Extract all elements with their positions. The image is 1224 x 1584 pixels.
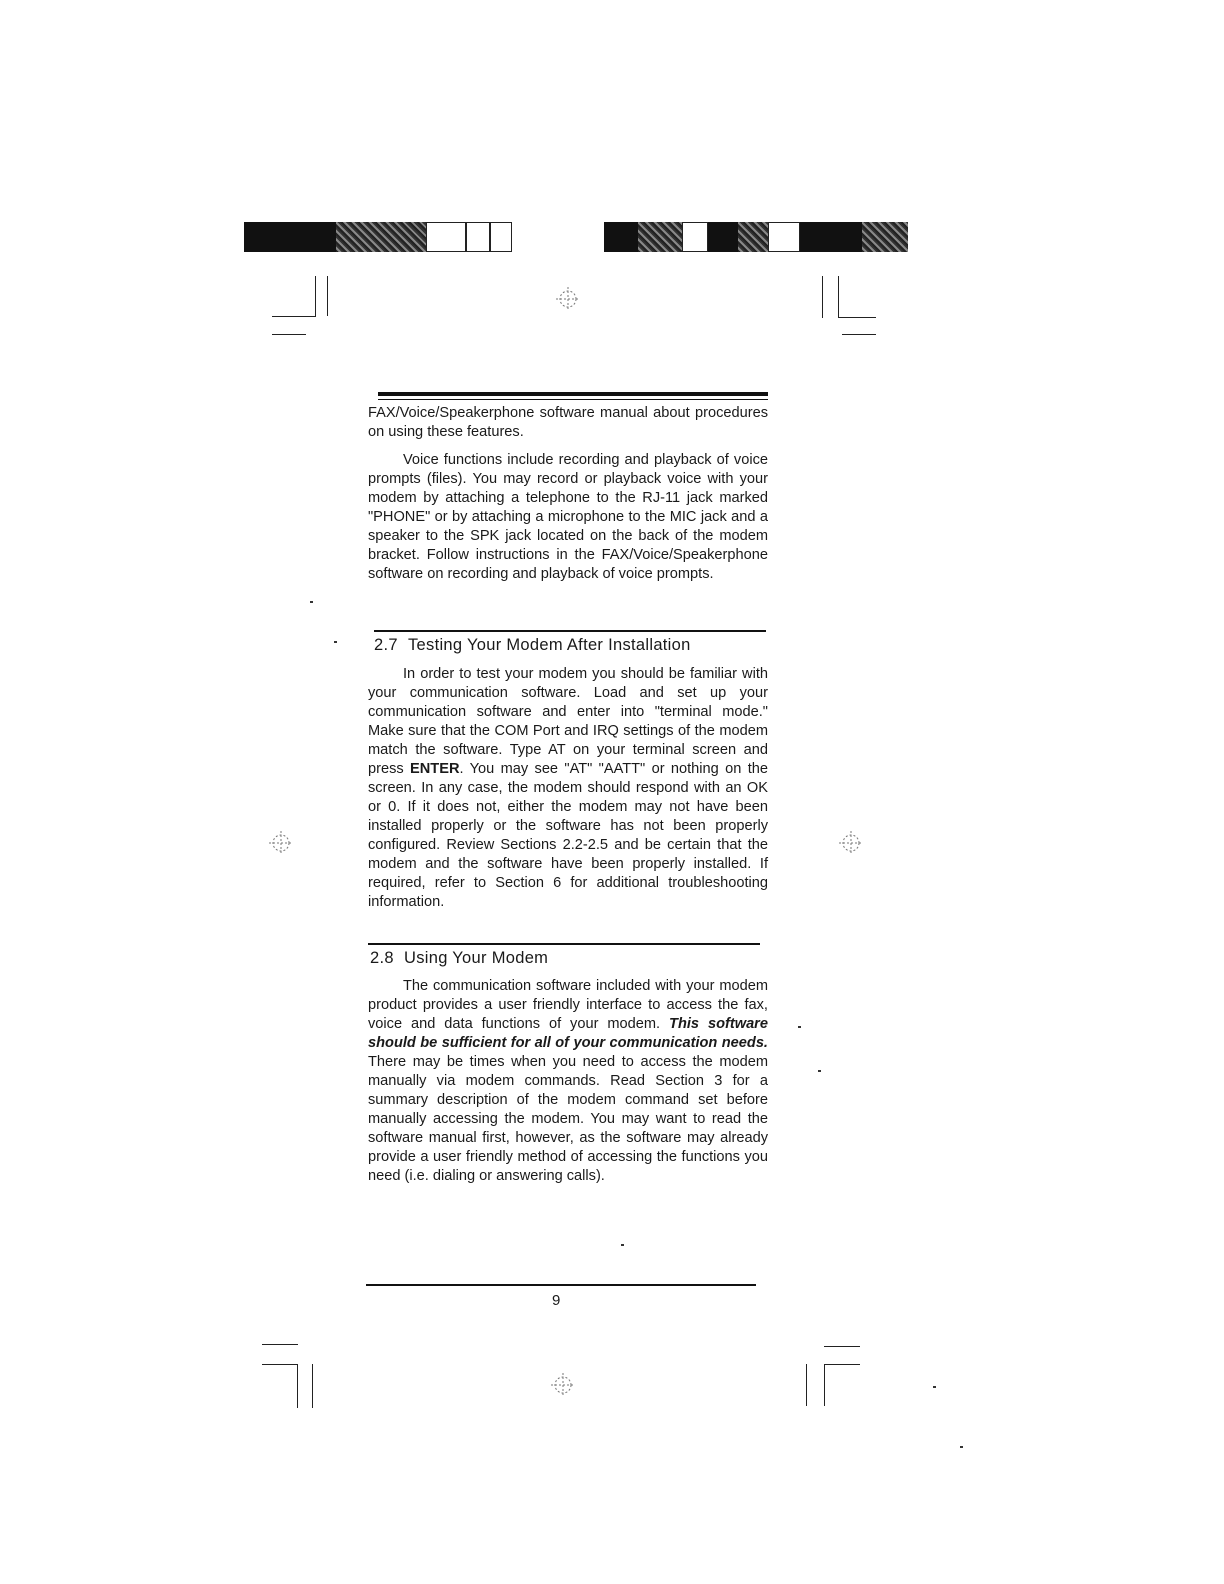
section-rule — [368, 943, 760, 945]
registration-target-icon — [836, 828, 866, 858]
scan-speck — [818, 1070, 821, 1072]
registration-target-icon — [553, 284, 583, 314]
scan-speck — [621, 1244, 624, 1246]
scan-speck — [334, 641, 337, 643]
scan-speck — [310, 601, 313, 603]
crop-mark — [327, 276, 328, 316]
crop-mark — [842, 334, 876, 335]
crop-mark — [824, 1364, 825, 1406]
crop-mark — [822, 276, 823, 318]
continuation-block — [368, 404, 768, 442]
continuation-paragraph: FAX/Voice/Speakerphone software manual about procedures on using these features. — [368, 405, 768, 440]
enter-key-text: ENTER — [410, 761, 460, 777]
crop-mark — [824, 1364, 860, 1365]
top-rule — [378, 392, 768, 396]
voice-paragraph: Voice functions include recording and playback of voice prompts (files). You may record or playback voice with your modem by attaching a telephone to the RJ-11 jack marked "PHONE" or by attaching a microphone to the MIC jack and a speaker to the SPK jack located on the back of the modem bracket. Follow instructions in the FAX/Voice/Speakerphone software on recording and playback of voice prompts. — [368, 452, 768, 582]
crop-mark — [262, 1364, 298, 1365]
top-rule-thin — [378, 399, 768, 400]
section-heading — [374, 636, 691, 655]
section-28-paragraph: The communication software included with your modem product provides a user friendly interface to access the fax, voice and data functions of your modem. This software should be sufficient for all of your communication needs. There may be times when you need to access the modem manually via modem commands. Read Section 3 for a summary description of the modem command set before manually accessing the modem. You may want to read the software manual first, however, as the software may already provide a user friendly method of accessing the functions you need (i.e. dialing or answering calls). — [368, 978, 768, 1184]
emphasis-text: This software should be sufficient for all of your communication needs. — [368, 1016, 768, 1051]
section-27-block — [368, 665, 768, 912]
registration-target-icon — [548, 1370, 578, 1400]
crop-mark — [838, 317, 876, 318]
section-title: Testing Your Modem After Installation — [408, 636, 691, 654]
section-28-block — [368, 977, 768, 1186]
section-number: 2.7 — [374, 636, 398, 654]
scan-speck — [960, 1446, 963, 1448]
header-band-right — [604, 222, 908, 252]
crop-mark — [824, 1346, 860, 1347]
scan-speck — [933, 1386, 936, 1388]
crop-mark — [272, 334, 306, 335]
crop-mark — [838, 276, 839, 318]
scan-speck — [798, 1026, 801, 1028]
section-heading — [370, 949, 548, 968]
page-number: 9 — [552, 1292, 561, 1309]
section-number: 2.8 — [370, 949, 394, 967]
voice-block — [368, 451, 768, 584]
section-rule — [374, 630, 766, 632]
registration-target-icon — [266, 828, 296, 858]
crop-mark — [297, 1364, 298, 1408]
crop-mark — [272, 316, 316, 317]
crop-mark — [262, 1344, 298, 1345]
section-title: Using Your Modem — [404, 949, 549, 967]
section-27-paragraph: In order to test your modem you should be familiar with your communication software. Load and set up your communication software and enter into "terminal mode." Make sure that the COM Port and IRQ settings of the modem match the software. Type AT on your terminal screen and press ENTER. You may see "AT" "AATT" or nothing on the screen. In any case, the modem should respond with an OK or 0. If it does not, either the modem may not have been installed properly or the software has not been properly configured. Review Sections 2.2-2.5 and be certain that the modem and the software have been properly installed. If required, refer to Section 6 for additional troubleshooting information. — [368, 666, 768, 910]
crop-mark — [806, 1364, 807, 1406]
crop-mark — [315, 276, 316, 316]
header-band-left — [244, 222, 564, 252]
footer-rule — [366, 1284, 756, 1286]
crop-mark — [312, 1364, 313, 1408]
